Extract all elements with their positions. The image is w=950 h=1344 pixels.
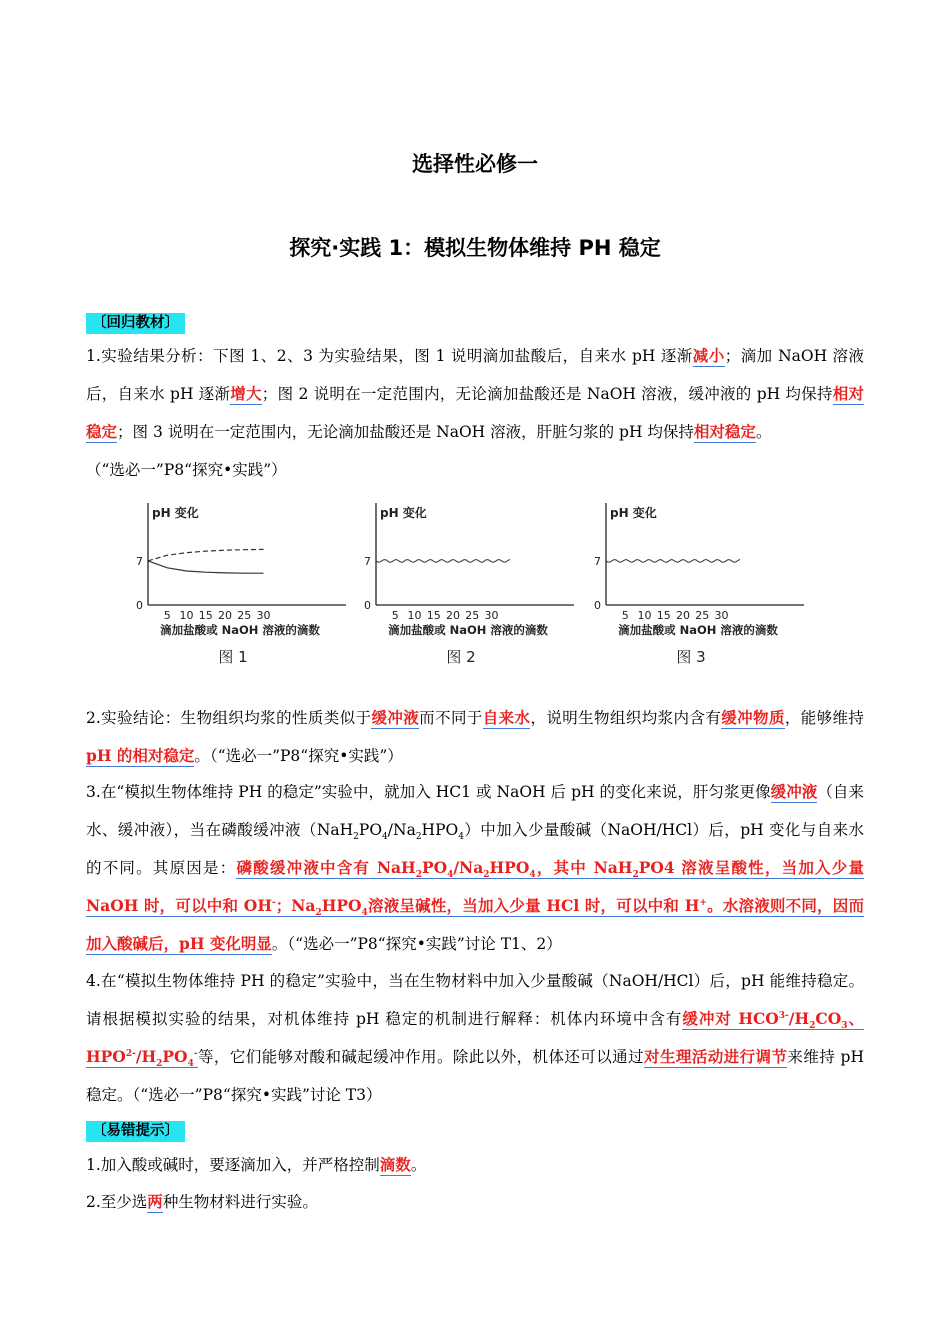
x-tick-label: 5 [621,609,629,622]
y-axis-label: pH 变化 [152,506,199,520]
answer-blank: 增大 [230,384,262,403]
x-tick-label: 20 [676,609,690,622]
x-tick-label: 15 [198,609,213,622]
figure-group [130,495,820,675]
y-tick-label: 0 [136,599,143,612]
y-tick-label: 7 [594,554,601,568]
answer-blank: 缓冲物质 [721,708,785,727]
x-tick-label: 25 [237,609,252,622]
ph-series-naoh [148,549,264,561]
y-tick-label: 0 [594,599,601,612]
answer-blank: 缓冲液 [371,708,420,727]
paragraph-1: 1.实验结果分析：下图 1、2、3 为实验结果，图 1 说明滴加盐酸后，自来水 pH 逐渐减小；滴加 NaOH 溶液后，自来水 pH 逐渐增大；图 2 说明在一定范围内，无论滴加盐酸还是 NaOH 溶液，缓冲液的 pH 均保持相对稳定；图 3 说明在一定范围内，无论滴加盐酸还是 NaOH 溶液，肝脏匀浆的 pH 均保持相对稳定。 [86,346,864,441]
paragraph-2: 2.实验结论：生物组织均浆的性质类似于缓冲液而不同于自来水，说明生物组织均浆内含有缓冲物质，能够维持 pH 的相对稳定。（“选必一”P8“探究•实践”） [86,708,864,765]
ph-series-line [376,560,510,563]
x-tick-label: 5 [391,609,399,622]
x-axis-label: 滴加盐酸或 NaOH 溶液的滴数 [160,623,320,637]
answer-blank: 相对稳定 [693,422,756,441]
answer-blank: 滴数 [379,1155,411,1174]
y-tick-label: 0 [364,599,371,612]
figure-caption: 图 3 [676,648,706,666]
y-tick-label: 7 [364,554,371,568]
answer-blank: 两 [147,1192,163,1211]
x-tick-label: 25 [465,609,480,622]
review-tag: 〔回归教材〕 [86,313,185,334]
figure-caption: 图 1 [218,648,248,666]
answer-blank: 缓冲对 $HCO^{3-}/H_2CO_3$、$HPO^{2-}/H_2PO_4^-$ [86,1009,864,1070]
x-tick-label: 20 [218,609,232,622]
answer-blank: 自来水 [482,708,531,727]
answer-blank: 对生理活动进行调节 [644,1047,788,1066]
paragraph-1-source: （“选必一”P8“探究•实践”） [86,461,287,479]
x-tick-label: 30 [256,609,271,622]
x-tick-label: 5 [163,609,171,622]
page-title: 选择性必修一 [412,152,538,176]
y-axis-label: pH 变化 [610,506,657,520]
answer-blank: pH 的相对稳定 [86,746,195,765]
answer-blank: 相对稳定 [86,384,864,441]
tip-2: 2.至少选两种生物材料进行实验。 [86,1192,318,1211]
x-tick-label: 10 [407,609,422,622]
x-tick-label: 10 [637,609,652,622]
y-axis-label: pH 变化 [380,506,427,520]
x-tick-label: 10 [179,609,194,622]
x-tick-label: 20 [446,609,460,622]
section-title: 探究·实践 1：模拟生物体维持 PH 稳定 [289,236,661,260]
tip-1: 1.加入酸或碱时，要逐滴加入，并严格控制滴数。 [86,1155,427,1174]
y-tick-label: 7 [136,554,143,568]
paragraph-3: 3.在“模拟生物体维持 PH 的稳定”实验中，就加入 HC1 或 NaOH 后 pH 的变化来说，肝匀浆更像缓冲液（自来水、缓冲液），当在磷酸缓冲液$(NaH_2PO_4/Na_2HPO_4)$中加入少量酸碱（NaOH/HCl）后，pH 变化与自来水的不同。其原因是：磷酸缓冲液中含有 $NaH_2PO_4/Na_2HPO_4$，其中 NaH$_2$PO4 溶液呈酸性，当加入少量 NaOH 时，可以中和 OH-；$Na_2HPO_4$溶液呈碱性，当加入少量 HCl 时，可以中和 H+。水溶液则不同，因而加入酸碱后，pH 变化明显。（“选必一”P8“探究•实践”讨论 T1、2） [86,782,865,953]
ph-series-line [606,560,740,563]
figure-caption: 图 2 [446,648,476,666]
answer-blank: 减小 [692,346,725,365]
paragraph-4: 4.在“模拟生物体维持 PH 的稳定”实验中，当在生物材料中加入少量酸碱（NaOH/HCl）后，pH 能维持稳定。请根据模拟实验的结果，对机体维持 pH 稳定的机制进行解释：机体内环境中含有缓冲对 $HCO^{3-}/H_2CO_3$、$HPO^{2-}/H_2PO_4^-$等，它们能够对酸和碱起缓冲作用。除此以外，机体还可以通过对生理活动进行调节来维持 pH 稳定。（“选必一”P8“探究•实践”讨论 T3） [86,972,864,1104]
x-tick-label: 25 [695,609,710,622]
x-tick-label: 15 [426,609,441,622]
x-tick-label: 15 [656,609,671,622]
ph-series-hcl [148,561,264,573]
tips-tag: 〔易错提示〕 [86,1121,185,1142]
x-axis-label: 滴加盐酸或 NaOH 溶液的滴数 [618,623,778,637]
ph-charts [130,495,820,675]
answer-blank: 缓冲液 [770,782,818,801]
x-tick-label: 30 [714,609,729,622]
x-axis-label: 滴加盐酸或 NaOH 溶液的滴数 [388,623,548,637]
answer-blank: 磷酸缓冲液中含有 $NaH_2PO_4/Na_2HPO_4$，其中 NaH$_2$PO4 溶液呈酸性，当加入少量 NaOH 时，可以中和 OH-；$Na_2HPO_4$溶液呈碱性，当加入少量 HCl 时，可以中和 H+。水溶液则不同，因而加入酸碱后，pH 变化明显 [86,858,864,953]
x-tick-label: 30 [484,609,499,622]
